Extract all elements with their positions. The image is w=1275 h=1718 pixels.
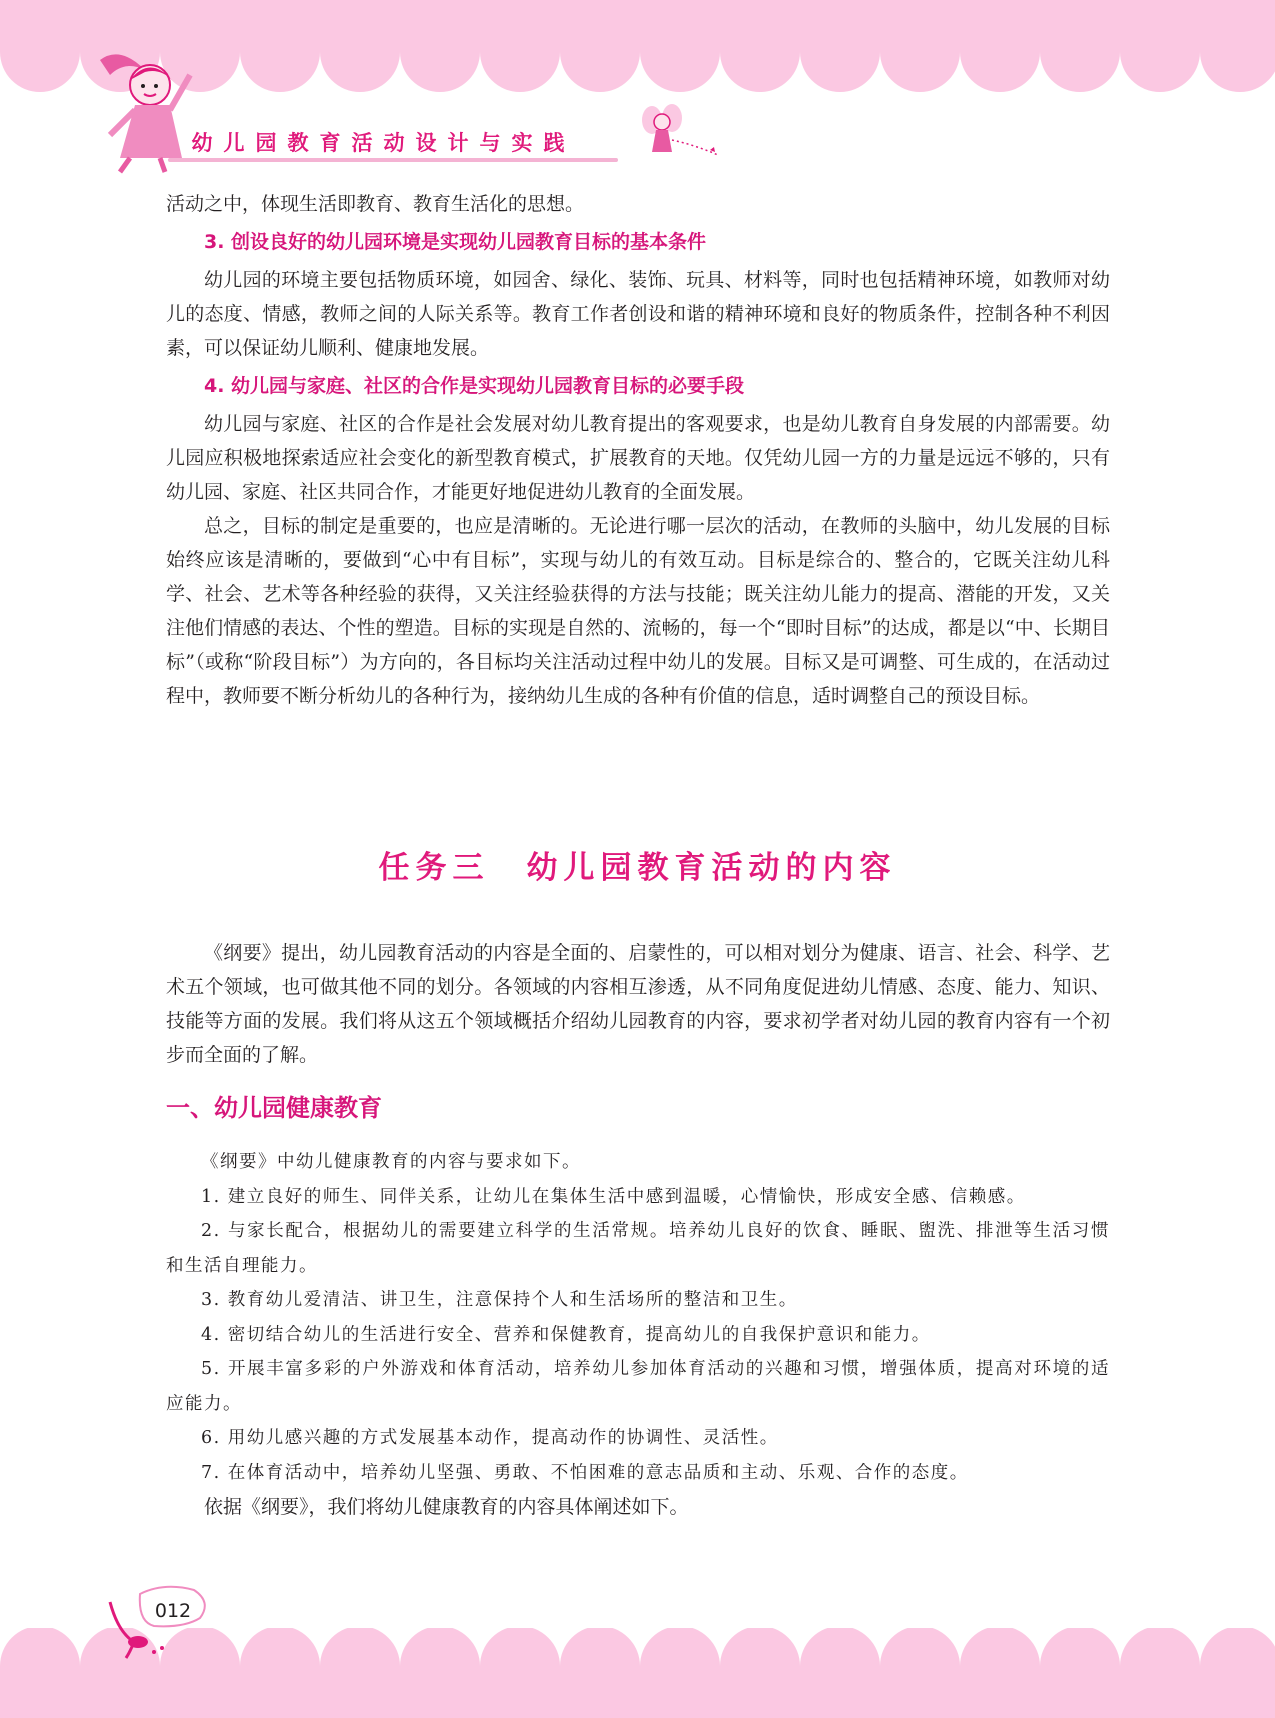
book-title-char: 幼 — [191, 131, 213, 155]
list-lead: 《纲要》中幼儿健康教育的内容与要求如下。 — [201, 1152, 581, 1172]
fairy-icon — [630, 100, 720, 165]
list-item: 2. 与家长配合，根据幼儿的需要建立科学的生活常规。培养幼儿良好的饮食、睡眠、盥洗、排泄等生活习惯和生活自理能力。 — [166, 1221, 1110, 1276]
book-title-char: 实 — [511, 131, 533, 155]
list-item: 1. 建立良好的师生、同伴关系，让幼儿在集体生活中感到温暖，心情愉快，形成安全感、信赖感。 — [201, 1186, 1026, 1207]
list-item: 6. 用幼儿感兴趣的方式发展基本动作，提高动作的协调性、灵活性。 — [201, 1428, 779, 1448]
subheading: 3. 创设良好的幼儿园环境是实现幼儿园教育目标的基本条件 — [204, 231, 707, 253]
list-item: 5. 开展丰富多彩的户外游戏和体育活动，培养幼儿参加体育活动的兴趣和习惯，增强体质，提高对环境的适应能力。 — [166, 1359, 1110, 1414]
paragraph: 幼儿园的环境主要包括物质环境，如园舍、绿化、装饰、玩具、材料等，同时也包括精神环境，如教师对幼儿的态度、情感，教师之间的人际关系等。教育工作者创设和谐的精神环境和良好的物质条件，控制各种不利因素，可以保证幼儿顺利、健康地发展。 — [166, 269, 1110, 359]
paragraph: 幼儿园与家庭、社区的合作是社会发展对幼儿教育提出的客观要求，也是幼儿教育自身发展的内部需要。幼儿园应积极地探索适应社会变化的新型教育模式，扩展教育的天地。仅凭幼儿园一方的力量是远远不够的，只有幼儿园、家庭、社区共同合作，才能更好地促进幼儿教育的全面发展。 — [166, 413, 1110, 503]
page-number: 012 — [154, 1600, 192, 1622]
subheading: 4. 幼儿园与家庭、社区的合作是实现幼儿园教育目标的必要手段 — [204, 375, 745, 397]
book-title-char: 设 — [415, 131, 437, 155]
paragraph: 《纲要》提出，幼儿园教育活动的内容是全面的、启蒙性的，可以相对划分为健康、语言、社会、科学、艺术五个领域，也可做其他不同的划分。各领域的内容相互渗透，从不同角度促进幼儿情感、态度、能力、知识、技能等方面的发展。我们将从这五个领域概括介绍幼儿园教育的内容，要求初学者对幼儿园的教育内容有一个初步而全面的了解。 — [166, 942, 1110, 1066]
book-title-char: 育 — [319, 131, 341, 155]
list-item: 4. 密切结合幼儿的生活进行安全、营养和保健教育，提高幼儿的自我保护意识和能力。 — [201, 1324, 931, 1345]
book-title-char: 与 — [479, 131, 501, 155]
book-title-char: 教 — [287, 131, 309, 155]
task-title: 任务三 幼儿园教育活动的内容 — [378, 850, 897, 886]
book-title-char: 园 — [255, 131, 277, 155]
content-block-1 — [166, 187, 1110, 713]
book-title-char: 活 — [351, 131, 373, 155]
health-education-list — [166, 1145, 1110, 1525]
book-title-char: 践 — [543, 131, 565, 155]
girl-mascot-icon — [90, 40, 200, 175]
list-item: 7. 在体育活动中，培养幼儿坚强、勇敢、不怕困难的意志品质和主动、乐观、合作的态度。 — [201, 1462, 969, 1483]
paragraph: 总之，目标的制定是重要的，也应是清晰的。无论进行哪一层次的活动，在教师的头脑中，幼儿发展的目标始终应该是清晰的，要做到“心中有目标”，实现与幼儿的有效互动。目标是综合的、整合的，它既关注幼儿科学、社会、艺术等各种经验的获得，又关注经验获得的方法与技能；既关注幼儿能力的提高、潜能的开发，又关注他们情感的表达、个性的塑造。目标的实现是自然的、流畅的，每一个“即时目标”的达成，都是以“中、长期目标”（或称“阶段目标”）为方向的，各目标均关注活动过程中幼儿的发展。目标又是可调整、可生成的，在活动过程中，教师要不断分析幼儿的各种行为，接纳幼儿生成的各种有价值的信息，适时调整自己的预设目标。 — [166, 515, 1110, 707]
book-title-char: 儿 — [223, 131, 245, 155]
section-heading: 一、幼儿园健康教育 — [166, 1094, 382, 1122]
paragraph: 依据《纲要》，我们将幼儿健康教育的内容具体阐述如下。 — [204, 1496, 689, 1518]
book-title-underline — [168, 158, 618, 162]
book-title-char: 计 — [447, 131, 469, 155]
list-item: 3. 教育幼儿爱清洁、讲卫生，注意保持个人和生活场所的整洁和卫生。 — [201, 1290, 798, 1310]
task-intro-block — [166, 936, 1110, 1130]
paragraph: 活动之中，体现生活即教育、教育生活化的思想。 — [166, 193, 585, 215]
book-title — [188, 126, 568, 160]
book-title-char: 动 — [383, 131, 405, 155]
